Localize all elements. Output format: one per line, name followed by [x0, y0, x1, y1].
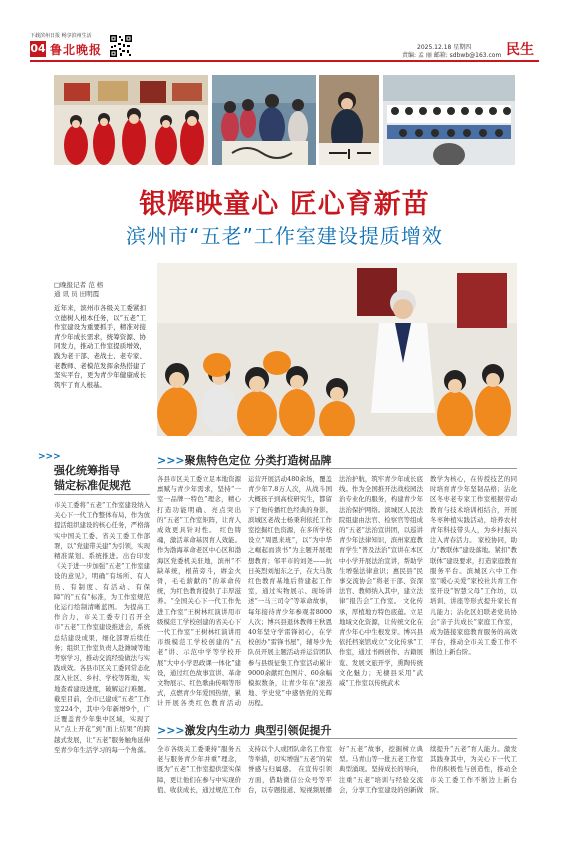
speaker-with-students-photo: [157, 263, 517, 436]
section1-marker: >>>: [38, 452, 61, 462]
section3-heading: [157, 722, 332, 738]
headline-main: 银辉映童心 匠心育新苗: [139, 189, 430, 220]
lead-paragraph: 近年来，滨州市各级关工委紧扣立德树人根本任务，以“五老”工作室建设为重要抓手，精准对接青少年成长需求，统筹资源、协同发力，推动工作室提质增效，践为老干部、老战士、老专家、老教师、老模范发挥余热搭建了坚实平台，更为青少年健康成长筑牢了育人根基。: [54, 304, 146, 389]
headline-sub: 滨州市“五老”工作室建设提质增效: [126, 224, 443, 248]
section3-body-col3: 好“五老”故事，挖掘树立典型。马青山等一批五老工作室典型涌现。坚持成长的导向，注重“五老”培训与经验交流会，分享工作室建设的创新做: [339, 745, 423, 794]
header-tagline: 下载滨州日报 畅享滨州生活: [30, 33, 92, 39]
section2-body-col4: 教学为核心，在传授技艺的同时培育青少年坚韧品格；沾化区冬枣老专家工作室根据劳动教育与技术培训相结合，开展冬枣种植实践活动，培养农村青年科技带头人，为乡村振兴注入青春活力。 家校协同，助力“教联体”建设落地。紧扣“教联体”建设要求，打造家庭教育服务平台。滨城区六中工作室“暖心关爱”家校社共育工作室开设“智慧父母”工作坊，以培训、讲座等形式提升家长育儿能力；沾化区妇联老党员协会“亲子共成长”家庭工作室，成为链接家庭教育服务的高效平台，推动全市关工委工作不断边上新台阶。: [430, 475, 517, 657]
classroom-activity-photo: [54, 75, 208, 165]
calligraphy-photo: [319, 75, 379, 165]
section3-heading-text: 激发内生动力 典型引领促提升: [184, 724, 332, 737]
section2-heading: [157, 452, 332, 468]
section1-heading-line1: 强化统筹指导: [54, 464, 120, 477]
masthead-logo: 鲁北晚报: [50, 43, 103, 57]
section1-body: 市关工委将“五老”工作室建设纳入关心下一代工作整体布局，作为放提活组织建设的核心任务，严格落实中国关工委、省关工委工作部署，以“党建带关建”为引领，实现精准谋划、系统推进。出台印发《关于进一步加强“五老”工作室建设的意见》，明确“有场所、有人员、有制度、有活动、有保障”的“五有”标准，为工作室规范化运行绘制清晰蓝图。 为提高工作合力，市关工委专门召开全市“五老”工作室建设推进会，系统总结建设成果，细化部署后续任务；组织工作室负责人赴潍城等地考察学习，推动交流经验做法与实践成效。各县市区关工委同常态化深入社区、乡村、学校等阵地，实地查看建设进度，破解运行难题。截至目前，全市已建成“五老”工作室224个，其中今年新增9个，广泛覆盖青少年集中区域，实现了从“点上开花”到“面上结果”的跨越式发展，让“五老”服务触角延伸至青少年生活学习的每一个角落。: [54, 501, 150, 754]
byline-correspondent: 通 讯 员 田明霞: [54, 290, 100, 298]
section-title: 民生: [506, 42, 534, 58]
audience-photo: [383, 75, 515, 165]
painting-class-photo: [212, 75, 316, 165]
section3-marker: >>>: [157, 724, 185, 737]
section2-body-col1: 各县市区关工委立足本地资源禀赋与青少年需求，坚持“一室一品牌一特色”理念，精心打造功能明确、亮点突出的“五老”工作室矩阵，让育人成效更具针对性。 红色铸魂，激活革命基因育人效能。作为渤海革命老区中心区和渤海区党委机关驻地，滨州“不缺革统，根苗旁斗，赓金火骨，毛毛薪献的”的革命传统，为红色教育提供了丰厚滋养。“全国关心下一代工作先进工作室”王树林红演讲用市级模范工学校创建的省关心下一代工作室”王树林红演讲用市级模范工学校创建的“五老”讲、示范中学等学校开展“大中小学思政课一体化”建设，通过红色故事宣讲、革命文物展示、红色歌曲传唱等形式，点燃青少年爱国热情，累计开展各类红色教育活动: [157, 475, 241, 708]
section3-body-col2: 支持以个人或团队命名工作室等举措，切实增强“五老”的荣誉感与归属感。 在宣传引领方面，借助微信公众号等平台，以专题报道、短视频展播: [248, 745, 332, 794]
page-number: 04: [30, 42, 46, 55]
section2-marker: >>>: [157, 454, 185, 467]
qr-code-icon: [109, 34, 133, 58]
section2-body-col3: 法治护航，筑牢青少年成长底线。作为全国推开法战校园法治专业化的服务，构建青少年法治保护网络。滨城区人民法院组建由法官、检察官等组成的“五老”法治宣讲团，以巡讲青少年法律知识，滨州家庭教育学生“普及法治”宣讲在本区中小学开展法治宣讲，帮助学生增强法律意识；惠民县“民事交流协会”将老干部、资深法官、教师纳入其中，建立法律“报告会”工作室。 文化传承，厚植地方特色底蕴。立足地域文化资源，让传统文化在青少年心中生根发芽。博兴县依托档案馆成立“文化传承”工作室，通过书画创作、古籍展览、发展文旅开学，熏陶传统文化魅力；无棣县采用“武威”工作室以传统武术: [339, 475, 423, 688]
byline-reporter: □晚报记者 范 榕: [54, 281, 104, 289]
editor-info: 责编: 孟 丽 邮箱: sdbwb@163.com: [402, 52, 502, 59]
issue-date: 2025.12.18 星期四: [417, 44, 472, 51]
section3-body-col4: 续提升“五老”育人能力。激发其践身其中，为关心下一代工作的积极性与创造性，推动全市关工委工作不断边上新台阶。: [430, 745, 517, 794]
section2-heading-text: 聚焦特色定位 分类打造树品牌: [184, 454, 332, 467]
section3-body-col1: 全市各级关工委秉持“服务五老与服务青少年并重”理念，既为“五老”工作室提供坚实保障，更让他们在参与中实现价值、收获成长，通过规范工作: [157, 745, 241, 794]
header-rule: [30, 60, 539, 62]
section2-rule: [157, 468, 517, 469]
section1-heading-line2: 锚定标准促规范: [54, 479, 131, 492]
section2-body-col2: 运营开展活动480余场，覆盖青少年7.8万人次，从战斗国大概孩子到高校研究生，都留下了他传播红色经典的身影。 滨城区老战士杨秉利依托工作室挖掘红色资源，在多所学校设立“周恩来班”，以“为中华之崛起而读书”为主题开展理想教育；邹平市的刘尧——抗日英烈刘旭东之子，在大马敖红色教育基地后替建起工作室，通过实物展示、现场讲述“一马三司令”等革命故事，每年接待青少年参观者8000人次；博兴县退休教师王秋恩40年坚守学雷锋初心，在学校创办“雷锋书屋”，辅导少先队员开展主题活动并运营团队参与县级征集工作室活动累计9000余献红色图片、60余幅模拟数条，让青少年在“滚蒸地、学史党”中感悟党的光辉历程。: [248, 475, 332, 708]
section3-rule: [157, 738, 517, 739]
byline: [54, 281, 134, 299]
section1-rule: [54, 494, 150, 495]
